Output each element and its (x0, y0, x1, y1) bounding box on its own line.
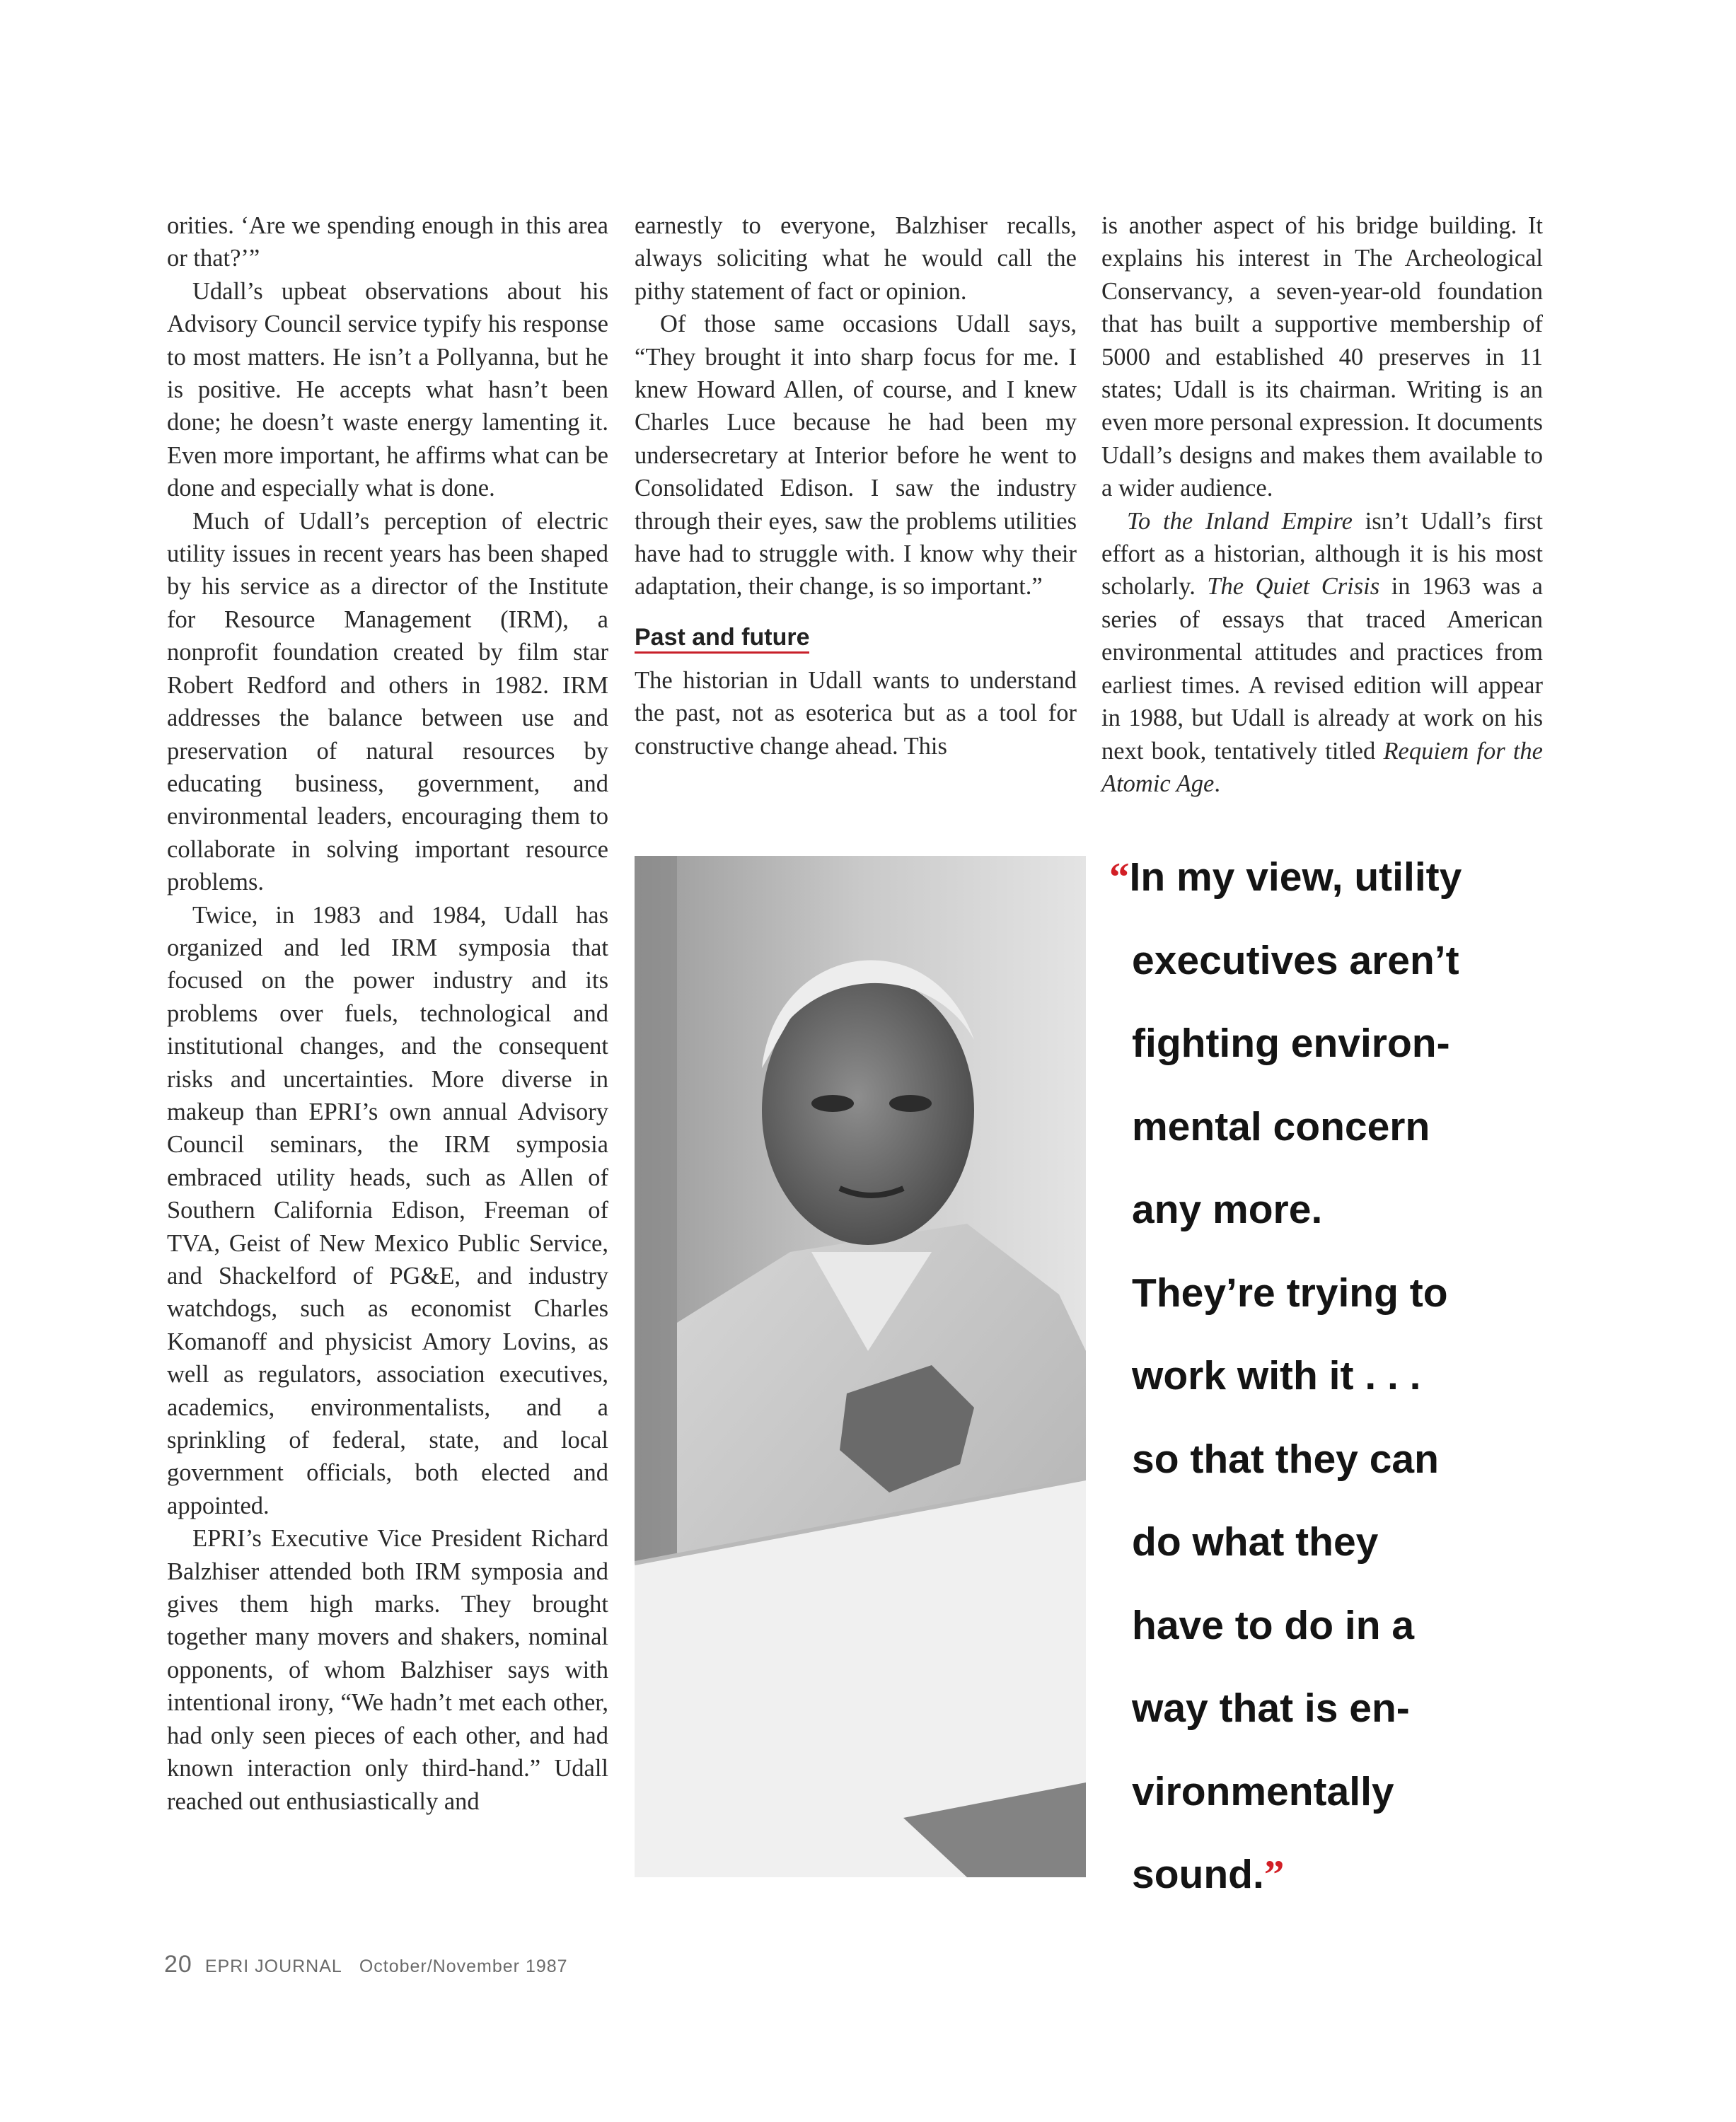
book-title: To the Inland Empire (1127, 507, 1353, 535)
pull-quote-line: do what they (1132, 1519, 1379, 1565)
paragraph: earnestly to everyone, Balzhiser recalls, always soliciting what he would call the pithy statement of fact or opinion. (635, 212, 1077, 305)
close-quote-mark: ” (1263, 1853, 1285, 1897)
paragraph: Of those same occasions Udall says, “They brought it into sharp focus for me. I knew Howard Allen, of course, and I knew Charles Luce because he had been my undersecretary at Interior before he went to Consolidated Edison. I saw the industry through their eyes, saw the problems utilities have had to struggle with. I know why their adaptation, their change, is so important.” (635, 311, 1077, 601)
pull-quote-line: fighting environ- (1132, 1021, 1450, 1066)
section-heading (635, 622, 1077, 653)
pull-quote-line: way that is en- (1132, 1686, 1410, 1731)
article-column-2 (635, 209, 1077, 763)
open-quote-mark: “ (1109, 855, 1130, 900)
book-title: Requiem for the Atomic Age (1101, 737, 1543, 797)
paragraph: is another aspect of his bridge building. It explains his interest in The Archeological Conservancy, a seven-year-old foundation that has built a supportive membership of 5000 and established 40 preserves in 11 states; Udall is its chairman. Writing is an even more personal expression. It documents Udall’s designs and makes them available to a wider audience. (1101, 212, 1543, 502)
left-eye (811, 1095, 854, 1112)
pull-quote-text: In my view, utility (1129, 854, 1462, 900)
pull-quote (1109, 836, 1562, 1917)
pull-quote-line: work with it . . . (1132, 1353, 1421, 1398)
article-column-3 (1101, 209, 1543, 800)
paragraph-text: . (1214, 770, 1220, 797)
paragraph: Udall’s upbeat observations about his Advisory Council service typify his response to most matters. He isn’t a Pollyanna, but he is positive. He accepts what hasn’t been done; he doesn’t waste energy lamenting it. Even more important, he affirms what can be done and especially what is done. (167, 277, 608, 502)
issue-date: October/November 1987 (359, 1956, 568, 1976)
pull-quote-line: vironmentally (1132, 1768, 1394, 1814)
portrait-photo (635, 856, 1086, 1877)
pull-quote-text: sound. (1132, 1852, 1264, 1897)
paragraph: Twice, in 1983 and 1984, Udall has organized and led IRM symposia that focused on the power industry and its problems over fuels, technological and institutional changes, and the consequent risks and uncertainties. More diverse in makeup than EPRI’s own annual Advisory Council seminars, the IRM symposia embraced utility heads, such as Allen of Southern California Edison, Freeman of TVA, Geist of New Mexico Public Service, and Shackelford of PG&E, and industry watchdogs, such as economist Charles Komanoff and physicist Amory Lovins, as well as regulators, association executives, academics, environmentalists, and a sprinkling of federal, state, and local government officials, both elected and appointed. (167, 901, 608, 1519)
page-number: 20 (164, 1951, 192, 1978)
face (762, 976, 974, 1245)
article-column-1 (167, 209, 608, 1818)
pull-quote-line: executives aren’t (1132, 937, 1459, 983)
paragraph-text: isn’t Udall’s first effort as a historian, although it is his most scholarly. (1101, 507, 1543, 601)
pull-quote-line: They’re trying to (1132, 1270, 1448, 1316)
pull-quote-line: so that they can (1132, 1436, 1439, 1482)
paragraph: orities. ‘Are we spending enough in this area or that?’” (167, 212, 608, 272)
paragraph-text: in 1963 was a series of essays that traced American environmental attitudes and practices from earliest times. A revised edition will appear in 1988, but Udall is already at work on his next book, tentatively titled (1101, 573, 1543, 765)
book-title: The Quiet Crisis (1207, 573, 1380, 601)
paragraph: The historian in Udall wants to understand the past, not as esoterica but as a tool for constructive change ahead. This (635, 666, 1077, 760)
paragraph: EPRI’s Executive Vice President Richard Balzhiser attended both IRM symposia and gives them high marks. They brought together many movers and shakers, nominal opponents, of whom Balzhiser says with intentional irony, “We hadn’t met each other, had only seen pieces of each other, and had known interaction only third-hand.” Udall reached out enthusiastically and (167, 1525, 608, 1815)
page-footer (164, 1951, 568, 1978)
journal-name: EPRI JOURNAL (204, 1956, 342, 1976)
pull-quote-line (1109, 1833, 1562, 1917)
pull-quote-line: mental concern (1132, 1103, 1430, 1149)
paragraph (1101, 505, 1543, 801)
pull-quote-line: any more. (1132, 1187, 1323, 1232)
paragraph: Much of Udall’s perception of electric utility issues in recent years has been shaped by his service as a director of the Institute for Resource Management (IRM), a nonprofit foundation created by film star Robert Redford and others in 1982. IRM addresses the balance between use and preservation of natural resources by educating business, government, and environmental leaders, encouraging them to collaborate in solving important resource problems. (167, 507, 608, 896)
pull-quote-line (1109, 836, 1562, 920)
right-eye (889, 1095, 932, 1112)
pull-quote-line: have to do in a (1132, 1602, 1415, 1648)
section-heading-text: Past and future (635, 624, 809, 654)
